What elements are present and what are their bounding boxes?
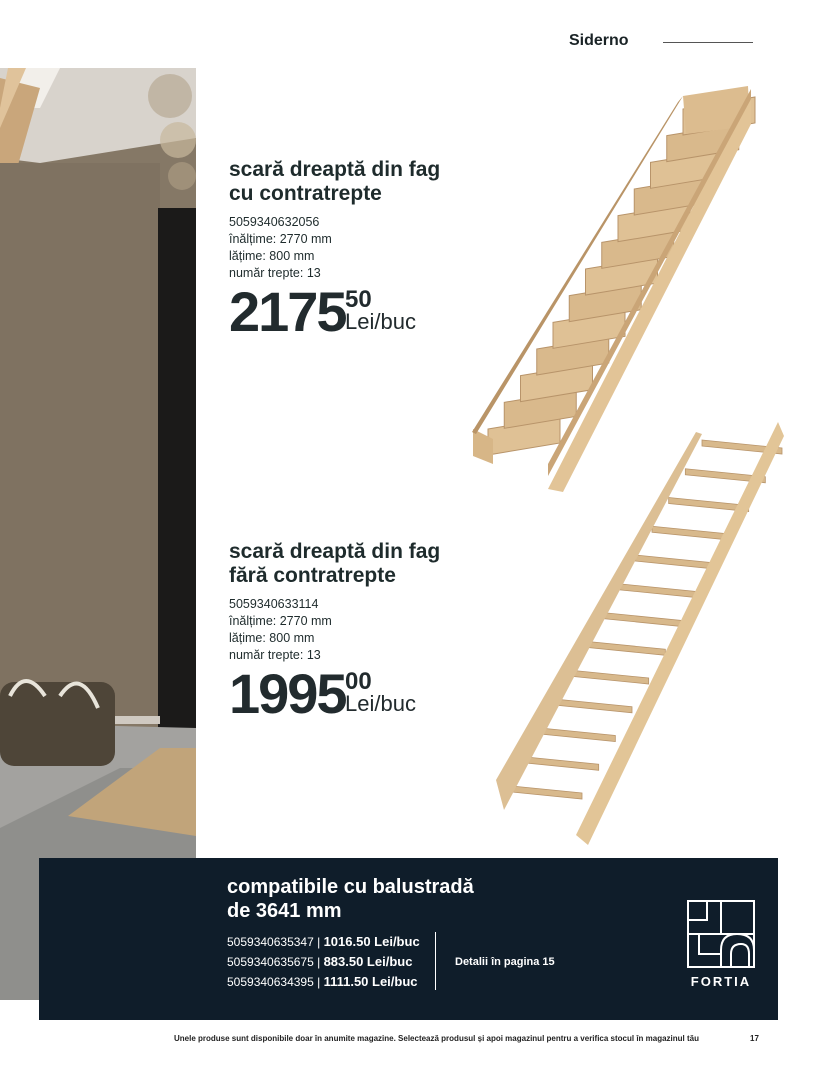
stair-tread xyxy=(602,613,682,627)
header-brand: Siderno xyxy=(569,32,629,49)
stair-tread xyxy=(569,670,649,684)
product-title-line: scară dreaptă din fag xyxy=(229,158,441,181)
product-title xyxy=(229,158,489,206)
compat-row xyxy=(227,932,420,952)
stair-open-image xyxy=(490,420,790,845)
product-steps: număr trepte: 13 xyxy=(229,648,321,662)
product-title-line: scară dreaptă din fag xyxy=(229,540,441,563)
compat-row xyxy=(227,972,420,992)
compat-price: 883.50 Lei/buc xyxy=(323,954,413,969)
product-price xyxy=(229,662,489,725)
compat-row xyxy=(227,952,420,972)
compat-code: 5059340634395 | xyxy=(227,975,321,989)
product-width: lățime: 800 mm xyxy=(229,249,315,263)
header-rule xyxy=(663,42,753,43)
product-card xyxy=(229,540,489,725)
product-specs xyxy=(229,214,489,282)
stair-tread xyxy=(535,728,615,742)
compat-title-line: compatibile cu balustradă xyxy=(227,876,474,898)
compat-divider xyxy=(435,932,436,990)
compat-note: Detalii în pagina 15 xyxy=(455,956,555,968)
product-card xyxy=(229,158,489,343)
price-integer: 1995 xyxy=(229,662,346,725)
price-unit: Lei/buc xyxy=(345,309,416,334)
compat-list xyxy=(227,932,420,992)
compat-price: 1016.50 Lei/buc xyxy=(323,934,420,949)
product-code: 5059340633114 xyxy=(229,597,319,611)
stair-tread xyxy=(585,641,665,655)
footer-note: Unele produse sunt disponibile doar în anumite magazine. Selectează produsul și apoi magazinul pentru a verifica stocul în magazinul tău xyxy=(174,1034,699,1043)
product-height: înălțime: 2770 mm xyxy=(229,232,332,246)
product-code: 5059340632056 xyxy=(229,215,320,229)
stair-tread xyxy=(652,526,732,540)
product-title xyxy=(229,540,489,588)
product-width: lățime: 800 mm xyxy=(229,631,315,645)
price-integer: 2175 xyxy=(229,280,346,343)
product-steps: număr trepte: 13 xyxy=(229,266,321,280)
compat-title-line: de 3641 mm xyxy=(227,900,342,922)
product-specs xyxy=(229,596,489,664)
product-price xyxy=(229,280,489,343)
compat-title xyxy=(227,875,547,923)
product-height: înălțime: 2770 mm xyxy=(229,614,332,628)
page-number: 17 xyxy=(750,1034,759,1043)
stair-tread xyxy=(552,699,632,713)
price-decimals: 00 xyxy=(345,668,372,695)
price-unit: Lei/buc xyxy=(345,691,416,716)
stair-tread xyxy=(619,584,699,598)
compat-band xyxy=(39,858,778,1020)
product-title-line: cu contratrepte xyxy=(229,182,382,205)
product-title-line: fără contratrepte xyxy=(229,564,396,587)
fortia-logo-icon xyxy=(687,900,755,968)
stair-tread xyxy=(635,555,715,569)
price-decimals: 50 xyxy=(345,286,372,313)
compat-code: 5059340635347 | xyxy=(227,935,321,949)
compat-price: 1111.50 Lei/buc xyxy=(323,974,418,989)
fortia-brand-name: FORTIA xyxy=(690,974,752,989)
compat-code: 5059340635675 | xyxy=(227,955,321,969)
